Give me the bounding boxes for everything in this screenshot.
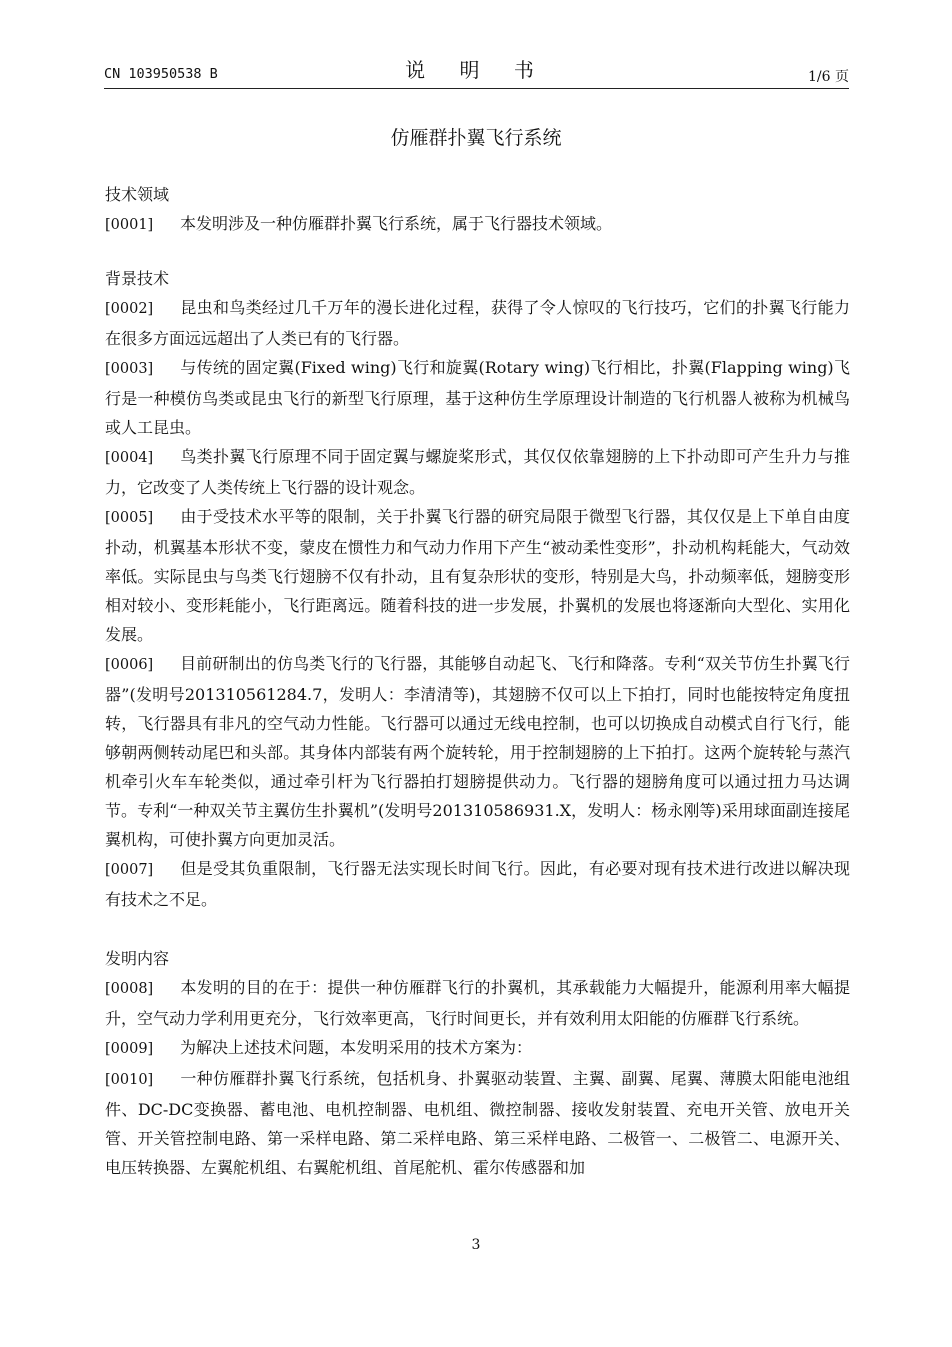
paragraph-text: 但是受其负重限制，飞行器无法实现长时间飞行。因此，有必要对现有技术进行改进以解决现有技术之不足。: [105, 859, 850, 909]
paragraph: [105, 502, 850, 649]
document-body: [105, 180, 850, 1182]
paragraph-text: 本发明的目的在于：提供一种仿雁群飞行的扑翼机，其承载能力大幅提升，能源利用率大幅提升，空气动力学利用更充分，飞行效率更高，飞行时间更长，并有效利用太阳能的仿雁群飞行系统。: [105, 978, 850, 1028]
paragraph-number: [0009]: [105, 1041, 154, 1057]
section-heading-invention: 发明内容: [105, 949, 170, 968]
paragraph: [105, 649, 850, 854]
paragraph-number: [0003]: [105, 361, 154, 377]
paragraph-number: [0006]: [105, 657, 154, 673]
section-heading-tech-field: 技术领域: [105, 185, 170, 204]
paragraph: [105, 1064, 850, 1182]
paragraph-text: 一种仿雁群扑翼飞行系统，包括机身、扑翼驱动装置、主翼、副翼、尾翼、薄膜太阳能电池组件、DC-DC变换器、蓄电池、电机控制器、电机组、微控制器、接收发射装置、充电开关管、放电开关管、开关管控制电路、第一采样电路、第二采样电路、第三采样电路、二极管一、二极管二、电源开关、电压转换器、左翼舵机组、右翼舵机组、首尾舵机、霍尔传感器和加: [105, 1069, 850, 1177]
paragraph-number: [0005]: [105, 510, 154, 526]
paragraph-number: [0001]: [105, 217, 154, 233]
paragraph-text: 目前研制出的仿鸟类飞行的飞行器，其能够自动起飞、飞行和降落。专利“双关节仿生扑翼飞行器”(发明号201310561284.7，发明人：李清清等)，其翅膀不仅可以上下拍打，同时也能按特定角度扭转，飞行器具有非凡的空气动力性能。飞行器可以通过无线电控制，也可以切换成自动模式自行飞行，能够朝两侧转动尾巴和头部。其身体内部装有两个旋转轮，用于控制翅膀的上下拍打。这两个旋转轮与蒸汽机牵引火车车轮类似，通过牵引杆为飞行器拍打翅膀提供动力。飞行器的翅膀角度可以通过扭力马达调节。专利“一种双关节主翼仿生扑翼机”(发明号201310586931.X，发明人：杨永刚等)采用球面副连接尾翼机构，可使扑翼方向更加灵活。: [105, 654, 850, 849]
paragraph: [105, 442, 850, 502]
paragraph: [105, 209, 850, 240]
paragraph: [105, 1033, 850, 1064]
paragraph-text: 昆虫和鸟类经过几千万年的漫长进化过程，获得了令人惊叹的飞行技巧，它们的扑翼飞行能力在很多方面远远超出了人类已有的飞行器。: [105, 298, 850, 348]
paragraph-number: [0010]: [105, 1072, 154, 1088]
page-header: [104, 50, 849, 92]
spacer: [105, 914, 850, 944]
paragraph-number: [0008]: [105, 981, 154, 997]
paragraph-number: [0004]: [105, 450, 154, 466]
paragraph-number: [0007]: [105, 862, 154, 878]
paragraph-text: 鸟类扑翼飞行原理不同于固定翼与螺旋桨形式，其仅仅依靠翅膀的上下扑动即可产生升力与推力，它改变了人类传统上飞行器的设计观念。: [105, 447, 850, 497]
paragraph: [105, 854, 850, 914]
paragraph: [105, 973, 850, 1033]
page-of: 1/6 页: [808, 69, 849, 85]
paragraph: [105, 353, 850, 442]
paragraph: [105, 293, 850, 353]
page-number: 3: [471, 1237, 481, 1253]
section-heading-background: 背景技术: [105, 269, 170, 288]
document-title: 仿雁群扑翼飞行系统: [390, 127, 562, 149]
header-rule: [104, 88, 849, 89]
paragraph-text: 与传统的固定翼(Fixed wing)飞行和旋翼(Rotary wing)飞行相比，扑翼(Flapping wing)飞行是一种模仿鸟类或昆虫飞行的新型飞行原理，基于这种仿生学原理设计制造的飞行机器人被称为机械鸟或人工昆虫。: [105, 358, 850, 437]
paragraph-text: 本发明涉及一种仿雁群扑翼飞行系统，属于飞行器技术领域。: [180, 214, 613, 233]
spacer: [105, 240, 850, 264]
paragraph-text: 为解决上述技术问题，本发明采用的技术方案为：: [180, 1038, 533, 1057]
paragraph-text: 由于受技术水平等的限制，关于扑翼飞行器的研究局限于微型飞行器，其仅仅是上下单自由度扑动，机翼基本形状不变，蒙皮在惯性力和气动力作用下产生“被动柔性变形”，扑动机构耗能大，气动效率低。实际昆虫与鸟类飞行翅膀不仅有扑动，且有复杂形状的变形，特别是大鸟，扑动频率低，翅膀变形相对较小、变形耗能小，飞行距离远。随着科技的进一步发展，扑翼机的发展也将逐渐向大型化、实用化发展。: [105, 507, 850, 644]
patent-number: CN 103950538 B: [104, 66, 218, 82]
paragraph-number: [0002]: [105, 301, 154, 317]
header-title: 说 明 书: [405, 58, 548, 82]
